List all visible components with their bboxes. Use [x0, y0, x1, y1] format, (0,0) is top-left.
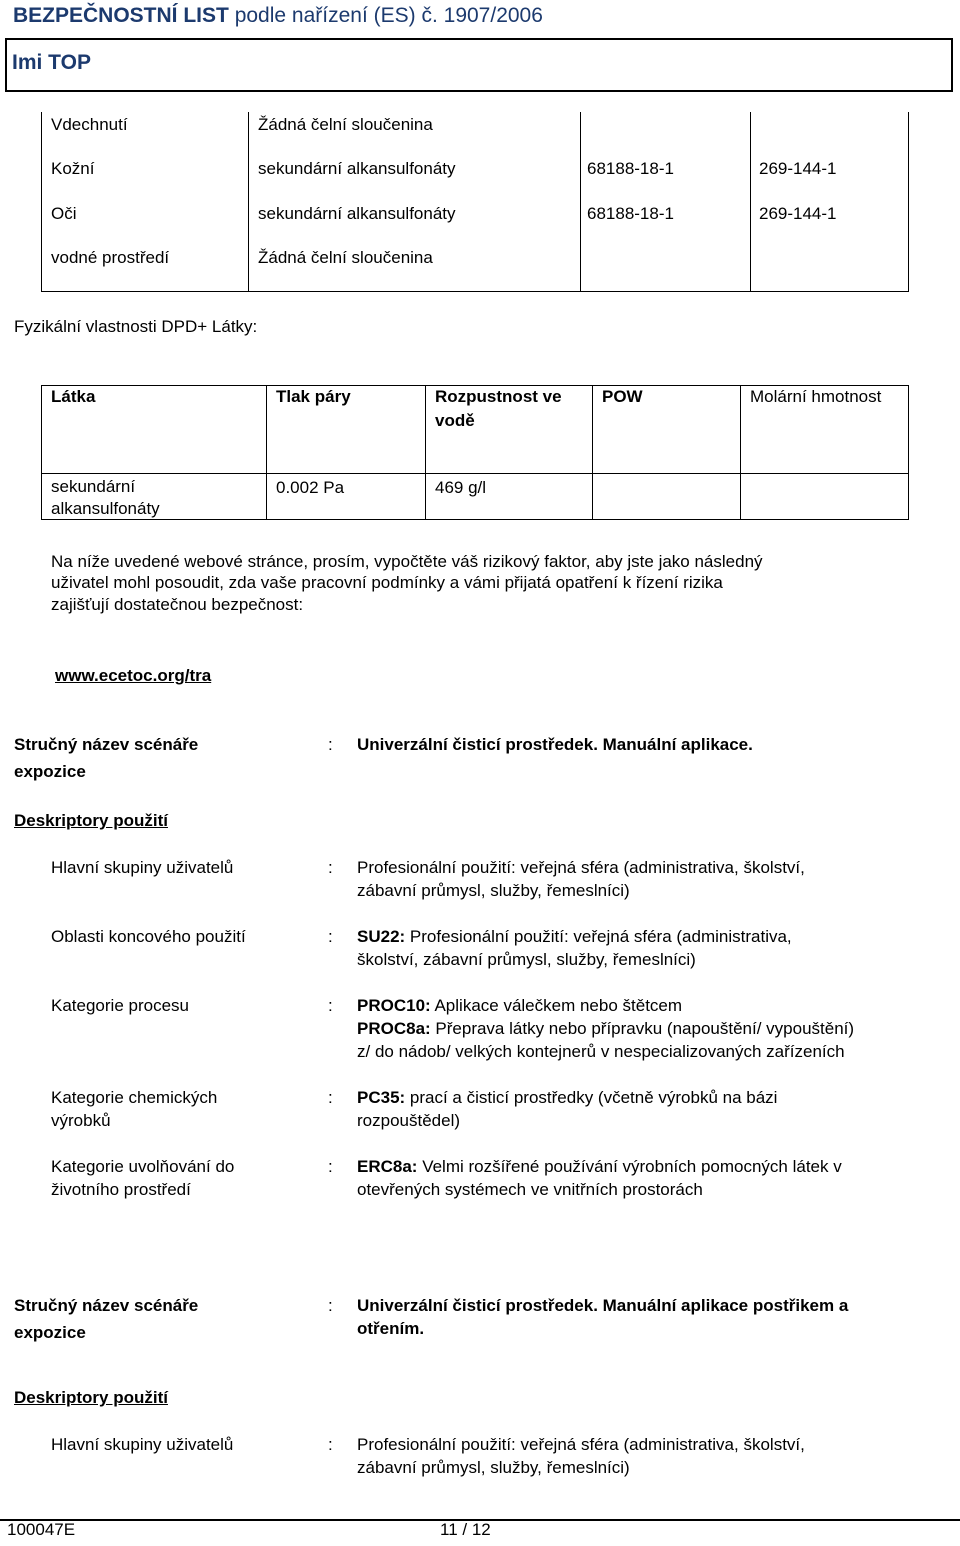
column-header-molar-mass: Molární hmotnost	[750, 387, 882, 406]
chemical-category-label: výrobků	[51, 1111, 111, 1130]
scenario-title-value: Univerzální čisticí prostředek. Manuální aplikace postřikem a	[357, 1296, 849, 1315]
colon: :	[328, 735, 333, 754]
instruction-paragraph: Na níže uvedené webové stránce, prosím, vypočtěte váš rizikový faktor, aby jste jako následný	[51, 552, 763, 571]
proc8a-value	[357, 1017, 854, 1041]
user-groups-value: zábavní průmysl, služby, řemeslníci)	[357, 1458, 630, 1477]
hazard-row-label: Oči	[51, 204, 77, 223]
scenario-title-label: Stručný název scénáře	[14, 1296, 199, 1315]
proc8a-value: z/ do nádob/ velkých kontejnerů v nespecializovaných zařízeních	[357, 1042, 845, 1061]
colon: :	[328, 1088, 333, 1107]
hazard-row-label: Kožní	[51, 159, 95, 178]
release-category-label: životního prostředí	[51, 1180, 191, 1199]
proc-code: PROC8a:	[357, 1019, 431, 1038]
chemical-category-label: Kategorie chemických	[51, 1088, 218, 1107]
physical-properties-heading: Fyzikální vlastnosti DPD+ Látky:	[14, 317, 258, 336]
hazard-row-ec: 269-144-1	[759, 159, 837, 178]
descriptors-heading: Deskriptory použití	[14, 1388, 168, 1407]
instruction-paragraph: zajišťují dostatečnou bezpečnost:	[51, 595, 304, 614]
pc-value	[357, 1086, 777, 1110]
hazard-row-label: Vdechnutí	[51, 115, 128, 134]
su-text: Profesionální použití: veřejná sféra (administrativa,	[405, 927, 792, 946]
substance-name: sekundární	[51, 477, 136, 496]
product-name: Imi TOP	[12, 51, 91, 74]
end-use-value: školství, zábavní průmysl, služby, řemeslníci)	[357, 950, 696, 969]
process-label: Kategorie procesu	[51, 996, 189, 1015]
column-header-pow: POW	[602, 387, 643, 406]
colon: :	[328, 996, 333, 1015]
hazard-row-cas: 68188-18-1	[587, 159, 674, 178]
scenario-title-label: expozice	[14, 762, 86, 781]
hazard-row-cas: 68188-18-1	[587, 204, 674, 223]
hazard-row-label: vodné prostředí	[51, 248, 170, 267]
hazard-row-ec: 269-144-1	[759, 204, 837, 223]
end-use-label: Oblasti koncového použití	[51, 927, 246, 946]
erc-value: otevřených systémech ve vnitřních prostorách	[357, 1180, 703, 1199]
erc-code: ERC8a:	[357, 1157, 418, 1176]
pc-text: prací a čisticí prostředky (včetně výrobků na bázi	[405, 1088, 778, 1107]
erc-value	[357, 1155, 842, 1179]
document-title-sub: podle nařízení (ES) č. 1907/2006	[234, 4, 543, 27]
proc10-value	[357, 994, 682, 1018]
column-header-solubility: Rozpustnost ve	[435, 387, 562, 406]
user-groups-value: zábavní průmysl, služby, řemeslníci)	[357, 881, 630, 900]
hazard-row-substance: sekundární alkansulfonáty	[258, 204, 456, 223]
scenario-title-label: Stručný název scénáře	[14, 735, 199, 754]
substance-name: alkansulfonáty	[51, 499, 160, 518]
user-groups-label: Hlavní skupiny uživatelů	[51, 858, 234, 877]
end-use-value	[357, 925, 792, 949]
column-header-substance: Látka	[51, 387, 96, 406]
instruction-paragraph: uživatel mohl posoudit, zda vaše pracovní podmínky a vámi přijatá opatření k řízení rizika	[51, 573, 723, 592]
pc-code: PC35:	[357, 1088, 406, 1107]
colon: :	[328, 858, 333, 877]
colon: :	[328, 1435, 333, 1454]
product-name-box	[5, 38, 953, 92]
colon: :	[328, 1157, 333, 1176]
colon: :	[328, 927, 333, 946]
release-category-label: Kategorie uvolňování do	[51, 1157, 235, 1176]
document-title-main: BEZPEČNOSTNÍ LIST	[13, 4, 229, 27]
solubility-value: 469 g/l	[435, 478, 487, 497]
hazard-row-substance: sekundární alkansulfonáty	[258, 159, 456, 178]
pc-value: rozpouštědel)	[357, 1111, 461, 1130]
column-header-vapor-pressure: Tlak páry	[276, 387, 351, 406]
hazard-row-substance: Žádná čelní sloučenina	[258, 115, 433, 134]
vapor-pressure-value: 0.002 Pa	[276, 478, 345, 497]
descriptors-heading: Deskriptory použití	[14, 811, 168, 830]
scenario-title-value: otřením.	[357, 1319, 425, 1338]
proc-text: Přeprava látky nebo přípravku (napouštění/ vypouštění)	[430, 1019, 855, 1038]
scenario-title-label: expozice	[14, 1323, 86, 1342]
hazard-row-substance: Žádná čelní sloučenina	[258, 248, 433, 267]
document-code: 100047E	[7, 1520, 76, 1539]
su-code: SU22:	[357, 927, 406, 946]
column-header-solubility: vodě	[435, 411, 475, 430]
user-groups-value: Profesionální použití: veřejná sféra (administrativa, školství,	[357, 858, 805, 877]
proc-text: Aplikace válečkem nebo štětcem	[430, 996, 683, 1015]
page-number: 11 / 12	[440, 1520, 491, 1539]
ecetoc-link[interactable]: www.ecetoc.org/tra	[55, 666, 212, 685]
user-groups-label: Hlavní skupiny uživatelů	[51, 1435, 234, 1454]
scenario-title-value: Univerzální čisticí prostředek. Manuální aplikace.	[357, 735, 753, 754]
document-title	[13, 4, 543, 28]
proc-code: PROC10:	[357, 996, 431, 1015]
erc-text: Velmi rozšířené používání výrobních pomocných látek v	[417, 1157, 842, 1176]
user-groups-value: Profesionální použití: veřejná sféra (administrativa, školství,	[357, 1435, 805, 1454]
colon: :	[328, 1296, 333, 1315]
